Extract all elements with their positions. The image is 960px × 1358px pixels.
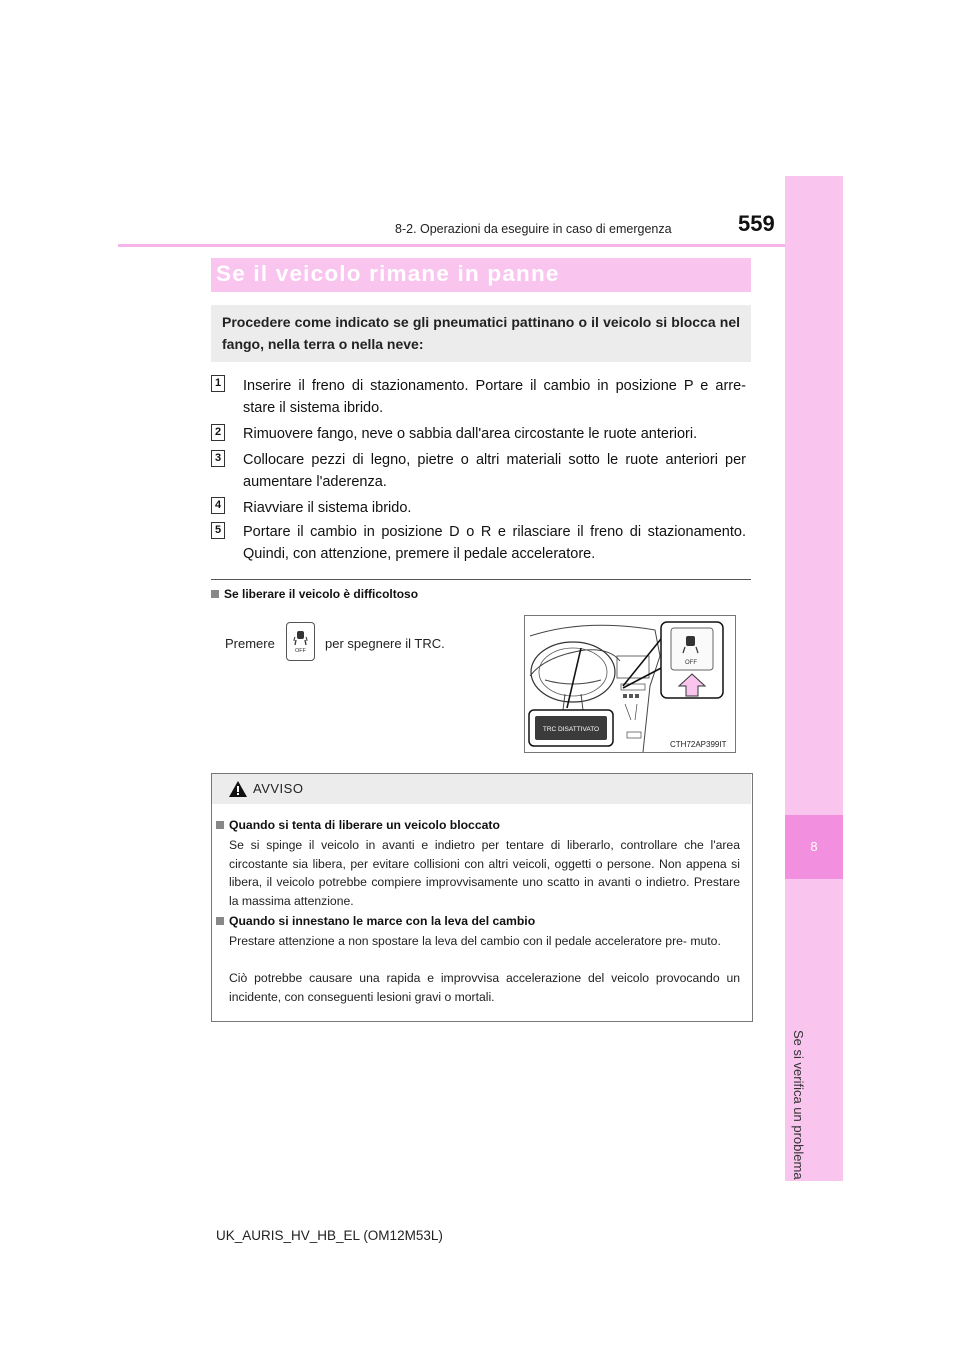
section-title: 8-2. Operazioni da eseguire in caso di emergenza xyxy=(395,222,672,236)
trc-off-button-icon xyxy=(286,622,315,661)
step-text-4: Riavviare il sistema ibrido. xyxy=(243,500,412,516)
step-text-2: Rimuovere fango, neve o sabbia dall'area circostante le ruote anteriori. xyxy=(243,426,698,442)
warning-label: AVVISO xyxy=(253,781,304,796)
svg-text:TRC DISATTIVATO: TRC DISATTIVATO xyxy=(542,726,600,733)
warning-heading-1 xyxy=(216,818,500,832)
chapter-label-text: Se si verifica un problema xyxy=(791,1030,806,1180)
page-number: 559 xyxy=(738,211,775,236)
bullet-square-icon xyxy=(216,821,224,829)
chapter-label xyxy=(786,890,842,1180)
step-number-4: 4 xyxy=(211,497,225,514)
document-footer: UK_AURIS_HV_HB_EL (OM12M53L) xyxy=(216,1228,443,1243)
intro-text: Procedere come indicato se gli pneumatici pattinano o il veicolo si blocca nel fango, nella terra o nella neve: xyxy=(222,314,740,352)
header-divider xyxy=(118,244,785,247)
figure-code: CTH72AP399IT xyxy=(670,740,727,749)
step-number-2: 2 xyxy=(211,424,225,441)
section-divider xyxy=(211,579,751,580)
bullet-square-icon xyxy=(211,590,219,598)
warning-body-1: Se si spinge il veicolo in avanti e indietro per tentare di liberarlo, controllare che l'area circostante sia libera, per evitare collisioni con altri veicoli, oggetti o persone. Non appena si libera, il veicolo potrebbe compiere improvvisamente uno scatto in avanti o indietro. Prestare la massima attenzione. xyxy=(229,838,740,908)
bullet-square-icon xyxy=(216,917,224,925)
sub-heading xyxy=(211,587,418,601)
page-title: Se il veicolo rimane in panne xyxy=(216,261,560,286)
step-text-3: Collocare pezzi di legno, pietre o altri materiali sotto le ruote anteriori per aumentare l'aderenza. xyxy=(243,452,746,490)
warning-triangle-icon xyxy=(228,780,248,803)
warning-heading-2 xyxy=(216,914,535,928)
step-text-5: Portare il cambio in posizione D o R e rilasciare il freno di stazionamento. Quindi, con attenzione, premere il pedale acceleratore. xyxy=(243,524,746,562)
warning-body-2: Prestare attenzione a non spostare la leva del cambio con il pedale acceleratore pre- muto. xyxy=(229,934,721,948)
step-text-1: Inserire il freno di stazionamento. Portare il cambio in posizione P e arre- stare il sistema ibrido. xyxy=(243,378,746,416)
dashboard-illustration xyxy=(524,615,736,753)
sub-heading-text: Se liberare il veicolo è difficoltoso xyxy=(224,587,419,601)
step-number-3: 3 xyxy=(211,450,225,467)
chapter-number: 8 xyxy=(785,815,843,879)
warning-heading-1-text: Quando si tenta di liberare un veicolo bloccato xyxy=(229,818,500,832)
step-number-5: 5 xyxy=(211,522,225,539)
press-text-after: per spegnere il TRC. xyxy=(325,636,445,651)
svg-text:OFF: OFF xyxy=(295,648,306,654)
warning-heading-2-text: Quando si innestano le marce con la leva del cambio xyxy=(229,914,536,928)
step-number-1: 1 xyxy=(211,375,225,392)
press-text-before: Premere xyxy=(225,636,275,651)
warning-body-2b: Ciò potrebbe causare una rapida e improvvisa accelerazione del veicolo provocando un incidente, con conseguenti lesioni gravi o mortali. xyxy=(229,971,740,1004)
svg-text:OFF: OFF xyxy=(685,660,697,666)
